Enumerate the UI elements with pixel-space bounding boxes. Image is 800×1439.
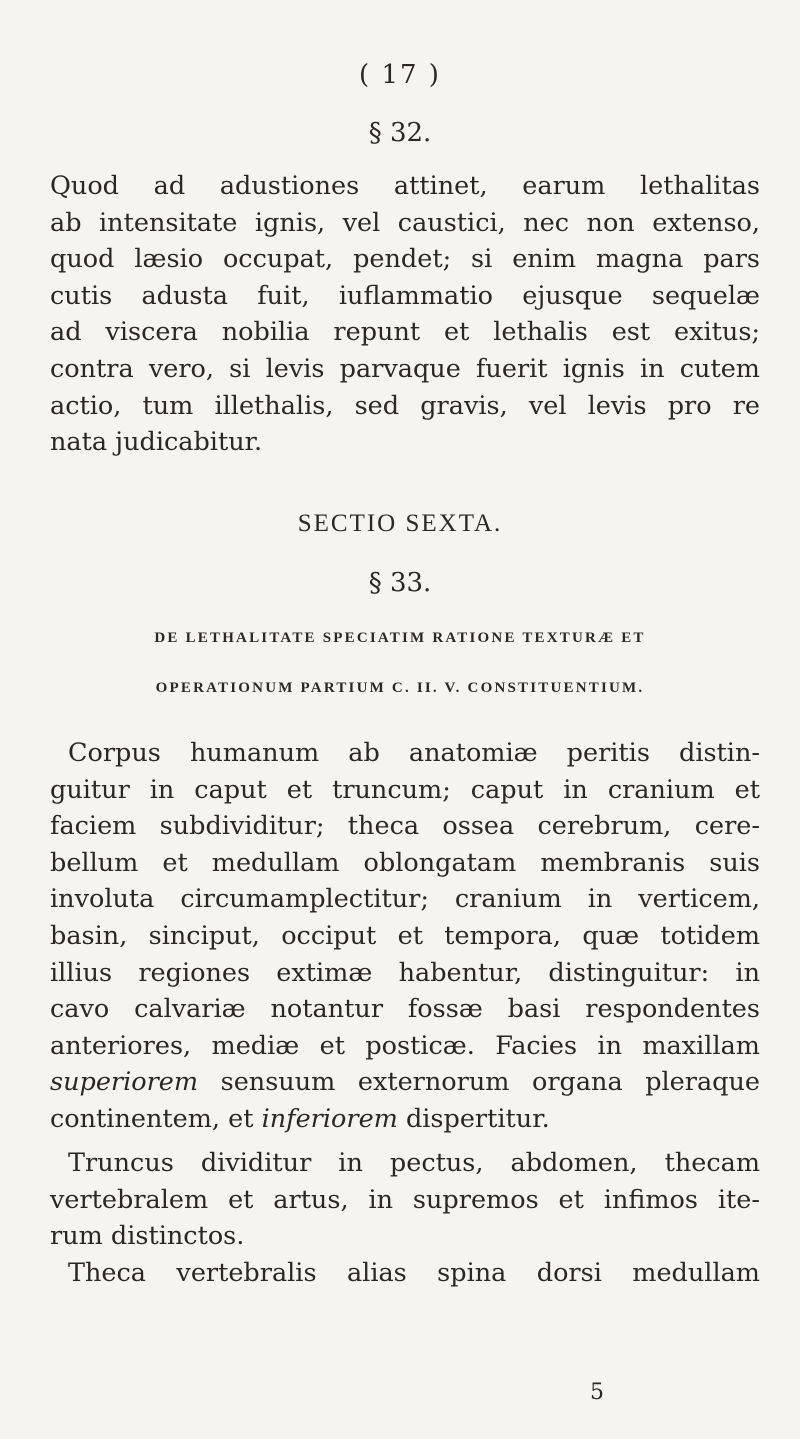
text-line: vertebralem et artus, in supremos et infimos ite- — [50, 1184, 760, 1215]
text-line: quod læsio occupat, pendet; si enim magna pars — [50, 244, 760, 275]
text-line: basin, sinciput, occiput et tempora, quæ totidem — [50, 920, 760, 951]
text-line — [50, 1101, 760, 1138]
signature-mark: 5 — [590, 1380, 604, 1405]
section-32-heading: § 32. — [368, 118, 432, 148]
text-line: guitur in caput et truncum; caput in cranium et — [50, 774, 760, 805]
text-line: nata judicabitur. — [50, 427, 263, 458]
italic-term: superiorem — [50, 1067, 199, 1098]
subheading-line-2: OPERATIONUM PARTIUM C. II. V. CONSTITUENTIUM. — [155, 680, 645, 696]
text-line: Truncus dividitur in pectus, abdomen, thecam — [68, 1148, 760, 1178]
page-number-header: ( 17 ) — [359, 60, 441, 90]
paragraph-adustiones — [50, 168, 760, 461]
text-line: ab intensitate ignis, vel caustici, nec non extenso, — [50, 207, 760, 238]
text-line: illius regiones extimæ habentur, distinguitur: in — [50, 957, 760, 988]
paragraph-theca — [50, 1255, 760, 1292]
text-line: Theca vertebralis alias spina dorsi medullam — [68, 1258, 760, 1288]
text-line: contra vero, si levis parvaque fuerit ignis in cutem — [50, 353, 760, 384]
paragraph-truncus — [50, 1145, 760, 1255]
text-line: Corpus humanum ab anatomiæ peritis distin- — [68, 738, 760, 768]
text-line: Quod ad adustiones attinet, earum lethalitas — [50, 171, 760, 201]
section-33-heading: § 33. — [368, 568, 432, 598]
section-title: SECTIO SEXTA. — [297, 510, 503, 537]
text-line: actio, tum illethalis, sed gravis, vel levis pro re — [50, 390, 760, 421]
text-line: rum distinctos. — [50, 1221, 245, 1252]
text-fragment: continentem, et — [50, 1103, 262, 1134]
text-line: involuta circumamplectitur; cranium in verticem, — [50, 884, 760, 915]
paragraph-corpus-humanum — [50, 735, 760, 1138]
text-line: faciem subdividitur; theca ossea cerebrum, cere- — [50, 811, 760, 842]
text-line: bellum et medullam oblongatam membranis suis — [50, 847, 760, 878]
text-fragment: dispertitur. — [397, 1103, 550, 1134]
text-line: anteriores, mediæ et posticæ. Facies in maxillam — [50, 1030, 760, 1061]
text-line: cutis adusta fuit, iuflammatio ejusque sequelæ — [50, 280, 760, 311]
text-fragment: sensuum externorum organa pleraque — [198, 1067, 760, 1098]
text-line: ad viscera nobilia repunt et lethalis est exitus; — [50, 317, 760, 348]
italic-term: inferiorem — [261, 1103, 398, 1134]
text-line: cavo calvariæ notantur fossæ basi respondentes — [50, 994, 760, 1025]
text-line — [50, 1064, 760, 1101]
subheading-line-1: DE LETHALITATE SPECIATIM RATIONE TEXTURÆ ET — [154, 630, 646, 646]
